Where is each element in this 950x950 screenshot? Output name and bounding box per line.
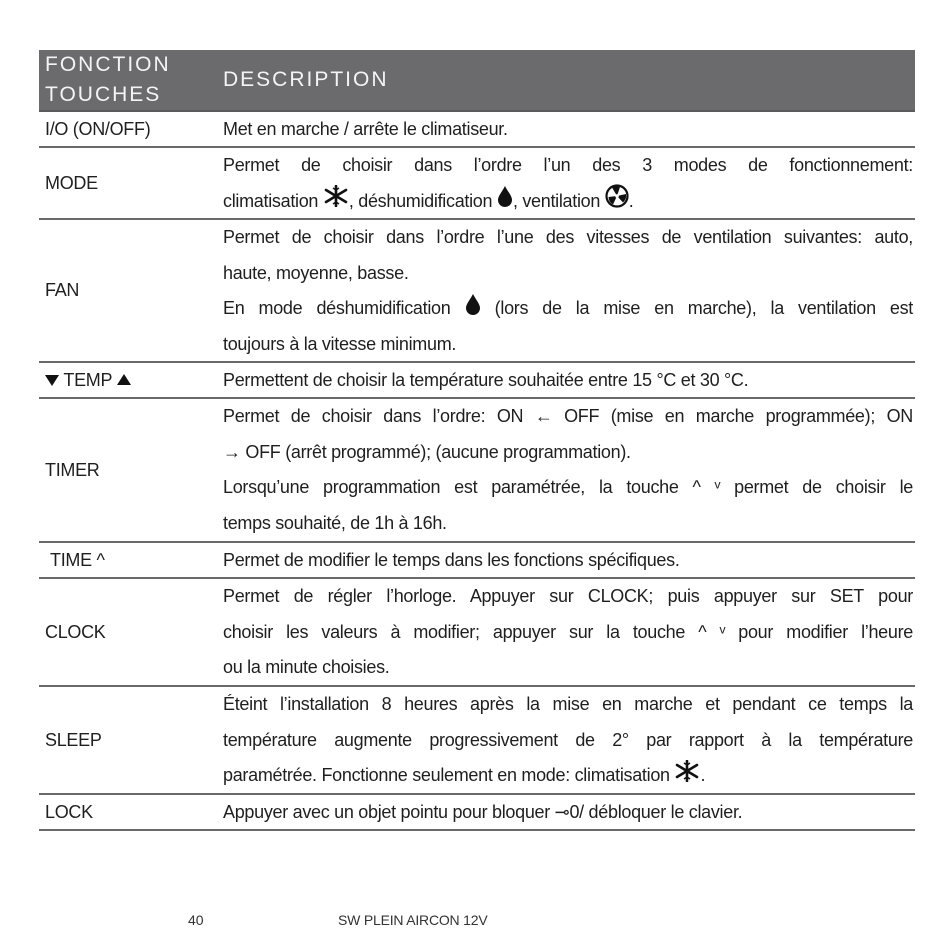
description-line: ou la minute choisies. [223,657,390,677]
description-text: / débloquer le clavier. [579,802,743,822]
key-label: LOCK [45,801,93,822]
snowflake-icon [674,759,700,795]
snowflake-icon [323,184,349,220]
key-label: FAN [45,280,80,300]
triangle-down-icon [45,370,59,391]
header-col1-line2: TOUCHES [45,83,162,106]
table-row [39,399,915,543]
description-text: , déshumidification [348,190,497,211]
footer-product-name: SW PLEIN AIRCON 12V [338,912,488,928]
key-label: TIMER [45,459,100,480]
description-line: temps souhaité, de 1h à 16h. [223,512,447,533]
description-line [223,184,913,221]
triangle-up-icon [117,370,131,391]
lock-symbol-icon: ⊸0 [554,802,580,822]
description-line: Permet de choisir dans l’ordre: ON ← OFF (mise en marche programmée); ON [223,406,913,426]
description [223,543,913,577]
table-row [39,112,915,148]
table-header [39,50,915,112]
description-line: choisir les valeurs à modifier; appuyer sur la touche ^ ᵛ pour modifier l’heure [223,621,913,642]
description-line: Permet de régler l’horloge. Appuyer sur CLOCK; puis appuyer sur SET pour [223,586,913,606]
key-text: TEMP [59,369,117,390]
header-description: DESCRIPTION [223,68,389,91]
description [223,112,913,146]
description [223,220,913,361]
description-text: Permettent de choisir la température souhaitée entre 15 °C et 30 °C. [223,370,749,390]
page-number: 40 [188,912,204,928]
description-line: température augmente progressivement de 2° par rapport à la température [223,729,913,750]
description-line: toujours à la vitesse minimum. [223,334,457,354]
description-line: → OFF (arrêt programmé); (aucune programmation). [223,441,631,462]
description-text: Permet de modifier le temps dans les fonctions spécifiques. [223,550,680,570]
description-line: haute, moyenne, basse. [223,262,409,283]
key-label: I/O (ON/OFF) [45,118,151,139]
table-row [39,795,915,831]
key-label: MODE [45,172,98,193]
table-row [39,148,915,220]
water-drop-icon [497,184,513,220]
description-text: . [700,765,706,785]
description-text: . [628,190,634,211]
description-line [223,291,913,327]
description-text: , ventilation [512,190,605,211]
header-col1-line1: FONCTION [45,53,171,76]
fan-icon [605,184,629,221]
table-row [39,543,915,579]
description-line: Lorsqu’une programmation est paramétrée, la touche ^ ᵛ permet de choisir le [223,477,913,497]
description-line: Éteint l’installation 8 heures après la mise en marche et pendant ce temps la [223,694,913,714]
description-line [223,758,913,794]
description-text: Met en marche / arrête le climatiseur. [223,119,508,139]
key-label: TIME ^ [50,549,105,570]
key-label [39,363,223,397]
table-row [39,363,915,399]
description-text: Appuyer avec un objet pointu pour bloquer [223,802,555,822]
key-label: SLEEP [45,729,102,750]
description [223,687,913,793]
description [223,148,913,218]
description-text: En mode déshumidification [223,298,465,318]
water-drop-icon [465,292,481,328]
description-text: (lors de la mise en marche), la ventilation est [480,298,913,318]
table-row [39,220,915,363]
table-row [39,687,915,795]
description-text: paramétrée. Fonctionne seulement en mode: climatisation [223,765,675,785]
table-row [39,579,915,687]
key-label: CLOCK [45,621,106,642]
description [223,399,913,541]
description-text: climatisation [223,190,323,211]
description [223,579,913,685]
header-function-keys [39,50,223,110]
description-line: Permet de choisir dans l’ordre l’une des vitesses de ventilation suivantes: auto, [223,227,913,247]
function-keys-table [39,50,915,831]
description [223,363,913,397]
description-line: Permet de choisir dans l’ordre l’un des 3 modes de fonctionnement: [223,155,913,175]
description [223,795,913,829]
